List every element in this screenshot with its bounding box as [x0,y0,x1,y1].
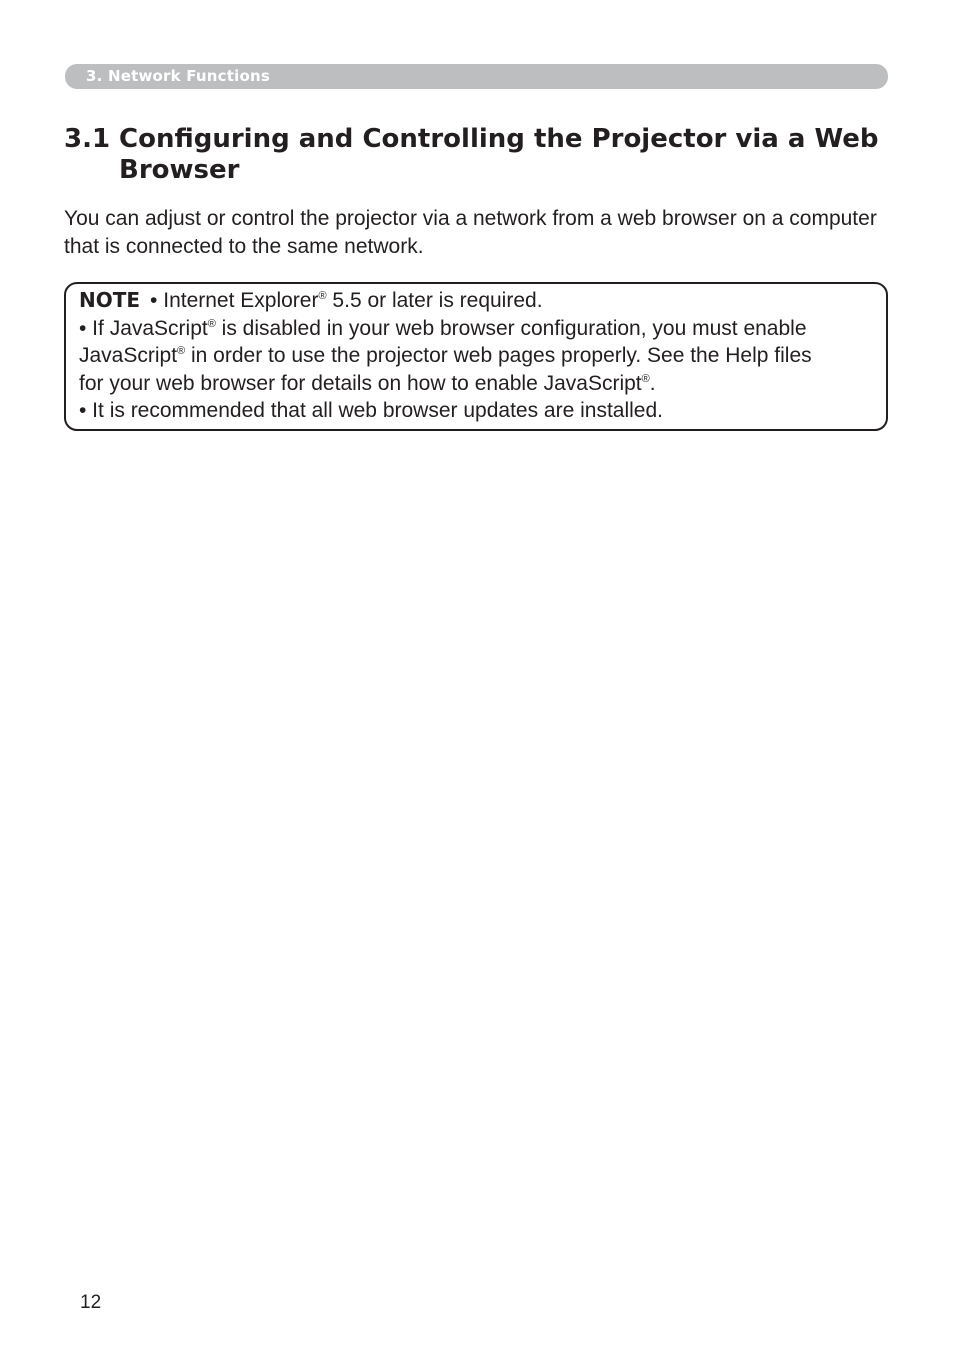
note-label: NOTE [79,288,141,312]
registered-mark: ® [318,290,327,302]
section-title: Configuring and Controlling the Projector via a Web Browser [119,124,879,185]
note-line-2-text-b: is disabled in your web browser configuration, you must enable [215,316,807,340]
page-title [64,124,894,186]
note-line-1 [79,287,884,315]
page-number: 12 [80,1292,102,1313]
intro-paragraph: You can adjust or control the projector via a network from a web browser on a computer that is connected to the same network. [64,207,877,258]
note-line-3-text-a: JavaScript [79,344,178,367]
note-line-4-text-b: . [649,371,656,395]
section-header-label: 3. Network Functions [86,67,270,85]
note-line-3 [79,342,884,370]
section-number: 3.1 [64,124,111,154]
registered-mark: ® [177,345,186,357]
section-header-bar [65,64,888,89]
note-content [79,287,884,425]
note-line-4 [79,370,884,398]
note-line-1-text-a: • Internet Explorer [150,289,319,312]
note-box [64,282,888,431]
note-line-1-text-b: 5.5 or later is required. [326,289,543,312]
note-line-3-text-b: in order to use the projector web pages properly. See the Help files [185,344,812,367]
note-line-5: • It is recommended that all web browser updates are installed. [79,399,663,422]
registered-mark: ® [207,317,216,330]
note-line-4-text-a: for your web browser for details on how to enable JavaScript [79,371,642,395]
note-line-2 [79,315,884,343]
registered-mark: ® [641,372,650,385]
note-line-2-text-a: • If JavaScript [79,316,208,340]
